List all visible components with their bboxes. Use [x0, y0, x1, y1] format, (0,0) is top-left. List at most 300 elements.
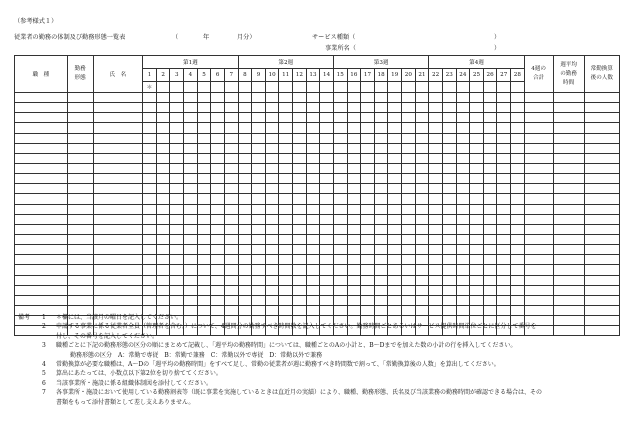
table-cell[interactable] — [347, 214, 361, 224]
table-cell[interactable] — [238, 153, 252, 163]
table-cell[interactable] — [93, 265, 143, 275]
table-cell[interactable] — [361, 255, 375, 265]
table-cell[interactable] — [238, 123, 252, 133]
table-cell[interactable] — [320, 255, 334, 265]
table-cell[interactable] — [553, 143, 584, 153]
table-cell[interactable] — [293, 163, 307, 173]
table-cell[interactable] — [306, 204, 320, 214]
table-cell[interactable] — [265, 133, 279, 143]
table-cell[interactable] — [402, 133, 416, 143]
table-cell[interactable] — [211, 224, 225, 234]
table-cell[interactable] — [67, 204, 93, 214]
table-cell[interactable] — [306, 275, 320, 285]
table-cell[interactable] — [402, 275, 416, 285]
table-cell[interactable] — [347, 255, 361, 265]
table-cell[interactable] — [211, 163, 225, 173]
table-cell[interactable] — [306, 194, 320, 204]
table-cell[interactable] — [442, 214, 456, 224]
table-cell[interactable] — [374, 214, 388, 224]
table-cell[interactable] — [497, 214, 511, 224]
table-cell[interactable] — [483, 224, 497, 234]
table-cell[interactable] — [265, 285, 279, 295]
table-cell[interactable] — [320, 123, 334, 133]
table-cell[interactable] — [143, 245, 157, 255]
table-cell[interactable] — [224, 245, 238, 255]
table-cell[interactable] — [456, 194, 470, 204]
table-cell[interactable] — [497, 265, 511, 275]
table-cell[interactable] — [224, 184, 238, 194]
table-cell[interactable] — [347, 103, 361, 113]
table-cell[interactable] — [402, 153, 416, 163]
table-cell[interactable] — [456, 163, 470, 173]
table-cell[interactable] — [238, 224, 252, 234]
table-cell[interactable] — [197, 93, 211, 103]
table-cell[interactable] — [293, 234, 307, 244]
table-cell[interactable] — [279, 245, 293, 255]
table-cell[interactable] — [170, 275, 184, 285]
table-cell[interactable] — [197, 153, 211, 163]
table-cell[interactable] — [442, 295, 456, 305]
table-cell[interactable] — [361, 113, 375, 123]
table-cell[interactable] — [442, 174, 456, 184]
table-cell[interactable] — [279, 204, 293, 214]
table-cell[interactable] — [347, 204, 361, 214]
table-cell[interactable] — [402, 204, 416, 214]
table-cell[interactable] — [388, 184, 402, 194]
table-cell[interactable] — [388, 103, 402, 113]
table-cell[interactable] — [224, 204, 238, 214]
table-cell[interactable] — [211, 245, 225, 255]
table-cell[interactable] — [524, 153, 553, 163]
table-cell[interactable] — [553, 234, 584, 244]
table-cell[interactable] — [224, 93, 238, 103]
table-cell[interactable] — [388, 123, 402, 133]
table-cell[interactable] — [553, 163, 584, 173]
table-cell[interactable] — [143, 265, 157, 275]
day-of-week-cell[interactable] — [293, 82, 307, 93]
table-cell[interactable] — [170, 184, 184, 194]
table-cell[interactable] — [361, 153, 375, 163]
table-cell[interactable] — [224, 295, 238, 305]
table-cell[interactable] — [415, 103, 429, 113]
table-cell[interactable] — [388, 285, 402, 295]
table-cell[interactable] — [333, 184, 347, 194]
table-cell[interactable] — [429, 234, 443, 244]
table-cell[interactable] — [293, 123, 307, 133]
table-cell[interactable] — [584, 204, 619, 214]
table-cell[interactable] — [470, 133, 484, 143]
table-cell[interactable] — [483, 174, 497, 184]
table-cell[interactable] — [361, 275, 375, 285]
table-cell[interactable] — [265, 265, 279, 275]
table-cell[interactable] — [374, 285, 388, 295]
table-cell[interactable] — [320, 285, 334, 295]
table-cell[interactable] — [347, 93, 361, 103]
table-cell[interactable] — [67, 174, 93, 184]
table-cell[interactable] — [265, 184, 279, 194]
table-cell[interactable] — [388, 194, 402, 204]
table-cell[interactable] — [511, 163, 525, 173]
table-cell[interactable] — [470, 265, 484, 275]
table-cell[interactable] — [442, 275, 456, 285]
table-cell[interactable] — [156, 295, 170, 305]
table-cell[interactable] — [279, 255, 293, 265]
table-cell[interactable] — [184, 174, 198, 184]
table-cell[interactable] — [497, 224, 511, 234]
table-cell[interactable] — [361, 93, 375, 103]
table-cell[interactable] — [388, 265, 402, 275]
table-cell[interactable] — [265, 295, 279, 305]
table-cell[interactable] — [415, 163, 429, 173]
day-of-week-cell[interactable] — [197, 82, 211, 93]
table-cell[interactable] — [429, 245, 443, 255]
table-cell[interactable] — [170, 214, 184, 224]
table-cell[interactable] — [265, 143, 279, 153]
table-cell[interactable] — [197, 143, 211, 153]
table-cell[interactable] — [252, 214, 266, 224]
table-cell[interactable] — [374, 184, 388, 194]
table-cell[interactable] — [374, 224, 388, 234]
table-cell[interactable] — [279, 113, 293, 123]
day-of-week-cell[interactable] — [497, 82, 511, 93]
table-cell[interactable] — [374, 143, 388, 153]
table-cell[interactable] — [279, 123, 293, 133]
table-cell[interactable] — [524, 224, 553, 234]
table-cell[interactable] — [265, 113, 279, 123]
table-cell[interactable] — [143, 285, 157, 295]
table-cell[interactable] — [402, 295, 416, 305]
table-cell[interactable] — [347, 234, 361, 244]
table-cell[interactable] — [67, 133, 93, 143]
table-cell[interactable] — [293, 133, 307, 143]
table-cell[interactable] — [306, 163, 320, 173]
table-cell[interactable] — [347, 275, 361, 285]
table-cell[interactable] — [197, 255, 211, 265]
table-cell[interactable] — [553, 255, 584, 265]
table-cell[interactable] — [361, 123, 375, 133]
table-cell[interactable] — [402, 123, 416, 133]
table-cell[interactable] — [265, 255, 279, 265]
table-cell[interactable] — [483, 113, 497, 123]
table-cell[interactable] — [170, 285, 184, 295]
table-cell[interactable] — [211, 174, 225, 184]
table-cell[interactable] — [374, 93, 388, 103]
table-cell[interactable] — [238, 163, 252, 173]
table-cell[interactable] — [211, 214, 225, 224]
table-cell[interactable] — [320, 103, 334, 113]
table-cell[interactable] — [211, 285, 225, 295]
table-cell[interactable] — [143, 153, 157, 163]
table-cell[interactable] — [415, 265, 429, 275]
table-cell[interactable] — [156, 93, 170, 103]
table-cell[interactable] — [483, 143, 497, 153]
table-cell[interactable] — [224, 143, 238, 153]
table-cell[interactable] — [93, 163, 143, 173]
table-cell[interactable] — [252, 133, 266, 143]
day-of-week-cell[interactable] — [402, 82, 416, 93]
table-cell[interactable] — [429, 285, 443, 295]
table-cell[interactable] — [333, 194, 347, 204]
table-cell[interactable] — [156, 163, 170, 173]
table-cell[interactable] — [347, 143, 361, 153]
table-cell[interactable] — [170, 163, 184, 173]
table-cell[interactable] — [265, 174, 279, 184]
table-cell[interactable] — [442, 255, 456, 265]
table-cell[interactable] — [184, 275, 198, 285]
table-cell[interactable] — [67, 103, 93, 113]
table-cell[interactable] — [388, 275, 402, 285]
table-cell[interactable] — [67, 123, 93, 133]
table-cell[interactable] — [483, 204, 497, 214]
table-cell[interactable] — [67, 234, 93, 244]
table-cell[interactable] — [584, 265, 619, 275]
table-cell[interactable] — [143, 113, 157, 123]
table-cell[interactable] — [456, 245, 470, 255]
table-cell[interactable] — [456, 153, 470, 163]
day-of-week-cell[interactable] — [388, 82, 402, 93]
day-of-week-cell[interactable] — [224, 82, 238, 93]
table-cell[interactable] — [456, 224, 470, 234]
table-cell[interactable] — [456, 143, 470, 153]
table-cell[interactable] — [293, 184, 307, 194]
table-cell[interactable] — [497, 194, 511, 204]
table-cell[interactable] — [361, 163, 375, 173]
table-cell[interactable] — [415, 194, 429, 204]
table-cell[interactable] — [524, 245, 553, 255]
table-cell[interactable] — [184, 194, 198, 204]
table-cell[interactable] — [306, 174, 320, 184]
table-cell[interactable] — [224, 153, 238, 163]
table-cell[interactable] — [67, 163, 93, 173]
table-cell[interactable] — [93, 133, 143, 143]
table-cell[interactable] — [224, 163, 238, 173]
table-cell[interactable] — [184, 204, 198, 214]
table-cell[interactable] — [252, 123, 266, 133]
table-cell[interactable] — [470, 174, 484, 184]
table-cell[interactable] — [265, 224, 279, 234]
table-cell[interactable] — [238, 184, 252, 194]
table-cell[interactable] — [497, 234, 511, 244]
table-cell[interactable] — [584, 295, 619, 305]
table-cell[interactable] — [524, 285, 553, 295]
table-cell[interactable] — [483, 184, 497, 194]
table-cell[interactable] — [584, 245, 619, 255]
table-cell[interactable] — [156, 194, 170, 204]
table-cell[interactable] — [470, 255, 484, 265]
table-cell[interactable] — [320, 113, 334, 123]
table-cell[interactable] — [347, 184, 361, 194]
table-cell[interactable] — [265, 214, 279, 224]
table-cell[interactable] — [483, 133, 497, 143]
table-cell[interactable] — [456, 123, 470, 133]
table-cell[interactable] — [553, 194, 584, 204]
table-cell[interactable] — [470, 204, 484, 214]
table-cell[interactable] — [553, 123, 584, 133]
table-cell[interactable] — [306, 123, 320, 133]
table-cell[interactable] — [415, 285, 429, 295]
table-cell[interactable] — [497, 103, 511, 113]
table-cell[interactable] — [143, 255, 157, 265]
table-cell[interactable] — [170, 224, 184, 234]
table-cell[interactable] — [483, 194, 497, 204]
table-cell[interactable] — [224, 174, 238, 184]
table-cell[interactable] — [429, 265, 443, 275]
table-cell[interactable] — [524, 93, 553, 103]
table-cell[interactable] — [170, 255, 184, 265]
table-cell[interactable] — [442, 224, 456, 234]
table-cell[interactable] — [333, 285, 347, 295]
table-cell[interactable] — [553, 224, 584, 234]
table-cell[interactable] — [442, 163, 456, 173]
table-cell[interactable] — [306, 265, 320, 275]
table-cell[interactable] — [170, 133, 184, 143]
table-cell[interactable] — [511, 234, 525, 244]
table-cell[interactable] — [584, 224, 619, 234]
table-cell[interactable] — [170, 174, 184, 184]
day-of-week-cell[interactable] — [442, 82, 456, 93]
table-cell[interactable] — [184, 295, 198, 305]
table-cell[interactable] — [170, 123, 184, 133]
table-cell[interactable] — [415, 113, 429, 123]
table-cell[interactable] — [93, 245, 143, 255]
table-cell[interactable] — [429, 174, 443, 184]
table-cell[interactable] — [279, 153, 293, 163]
table-cell[interactable] — [265, 163, 279, 173]
table-cell[interactable] — [483, 93, 497, 103]
table-cell[interactable] — [442, 103, 456, 113]
table-cell[interactable] — [238, 265, 252, 275]
table-cell[interactable] — [347, 133, 361, 143]
table-cell[interactable] — [143, 194, 157, 204]
table-cell[interactable] — [442, 234, 456, 244]
table-cell[interactable] — [15, 93, 68, 103]
table-cell[interactable] — [15, 103, 68, 113]
table-cell[interactable] — [15, 275, 68, 285]
table-cell[interactable] — [429, 194, 443, 204]
table-cell[interactable] — [93, 153, 143, 163]
table-cell[interactable] — [402, 285, 416, 295]
day-of-week-cell[interactable] — [211, 82, 225, 93]
table-cell[interactable] — [211, 275, 225, 285]
table-cell[interactable] — [15, 194, 68, 204]
table-cell[interactable] — [93, 255, 143, 265]
day-of-week-cell[interactable] — [306, 82, 320, 93]
table-cell[interactable] — [265, 275, 279, 285]
table-cell[interactable] — [93, 224, 143, 234]
table-cell[interactable] — [524, 275, 553, 285]
table-cell[interactable] — [361, 285, 375, 295]
table-cell[interactable] — [156, 245, 170, 255]
table-cell[interactable] — [553, 204, 584, 214]
table-cell[interactable] — [279, 93, 293, 103]
table-cell[interactable] — [15, 265, 68, 275]
table-cell[interactable] — [238, 285, 252, 295]
table-cell[interactable] — [320, 93, 334, 103]
table-cell[interactable] — [584, 143, 619, 153]
table-cell[interactable] — [143, 123, 157, 133]
table-cell[interactable] — [511, 153, 525, 163]
table-cell[interactable] — [279, 194, 293, 204]
table-cell[interactable] — [211, 123, 225, 133]
table-cell[interactable] — [211, 194, 225, 204]
table-cell[interactable] — [524, 255, 553, 265]
table-cell[interactable] — [442, 194, 456, 204]
table-cell[interactable] — [470, 214, 484, 224]
table-cell[interactable] — [279, 234, 293, 244]
table-cell[interactable] — [415, 275, 429, 285]
table-cell[interactable] — [402, 255, 416, 265]
table-cell[interactable] — [388, 93, 402, 103]
day-of-week-cell[interactable] — [347, 82, 361, 93]
day-of-week-cell[interactable] — [456, 82, 470, 93]
table-cell[interactable] — [470, 245, 484, 255]
table-cell[interactable] — [524, 234, 553, 244]
table-cell[interactable] — [388, 295, 402, 305]
table-cell[interactable] — [67, 295, 93, 305]
table-cell[interactable] — [511, 214, 525, 224]
table-cell[interactable] — [197, 295, 211, 305]
table-cell[interactable] — [238, 113, 252, 123]
table-cell[interactable] — [388, 143, 402, 153]
table-cell[interactable] — [320, 204, 334, 214]
table-cell[interactable] — [93, 234, 143, 244]
table-cell[interactable] — [429, 204, 443, 214]
table-cell[interactable] — [415, 255, 429, 265]
table-cell[interactable] — [306, 224, 320, 234]
table-cell[interactable] — [143, 163, 157, 173]
table-cell[interactable] — [224, 133, 238, 143]
table-cell[interactable] — [553, 133, 584, 143]
table-cell[interactable] — [306, 153, 320, 163]
table-cell[interactable] — [93, 275, 143, 285]
table-cell[interactable] — [524, 103, 553, 113]
table-cell[interactable] — [511, 174, 525, 184]
day-of-week-cell[interactable] — [170, 82, 184, 93]
table-cell[interactable] — [402, 214, 416, 224]
table-cell[interactable] — [197, 113, 211, 123]
table-cell[interactable] — [143, 174, 157, 184]
table-cell[interactable] — [511, 204, 525, 214]
table-cell[interactable] — [252, 184, 266, 194]
table-cell[interactable] — [265, 103, 279, 113]
table-cell[interactable] — [15, 285, 68, 295]
table-cell[interactable] — [511, 245, 525, 255]
table-cell[interactable] — [402, 93, 416, 103]
table-cell[interactable] — [388, 234, 402, 244]
table-cell[interactable] — [143, 214, 157, 224]
table-cell[interactable] — [470, 103, 484, 113]
table-cell[interactable] — [347, 265, 361, 275]
table-cell[interactable] — [497, 113, 511, 123]
table-cell[interactable] — [524, 123, 553, 133]
table-cell[interactable] — [429, 295, 443, 305]
table-cell[interactable] — [197, 184, 211, 194]
table-cell[interactable] — [170, 194, 184, 204]
table-cell[interactable] — [184, 285, 198, 295]
table-cell[interactable] — [15, 255, 68, 265]
table-cell[interactable] — [347, 285, 361, 295]
table-cell[interactable] — [320, 163, 334, 173]
table-cell[interactable] — [197, 174, 211, 184]
table-cell[interactable] — [402, 245, 416, 255]
table-cell[interactable] — [415, 204, 429, 214]
table-cell[interactable] — [320, 265, 334, 275]
table-cell[interactable] — [470, 163, 484, 173]
table-cell[interactable] — [197, 224, 211, 234]
table-cell[interactable] — [442, 265, 456, 275]
table-cell[interactable] — [347, 245, 361, 255]
table-cell[interactable] — [197, 234, 211, 244]
